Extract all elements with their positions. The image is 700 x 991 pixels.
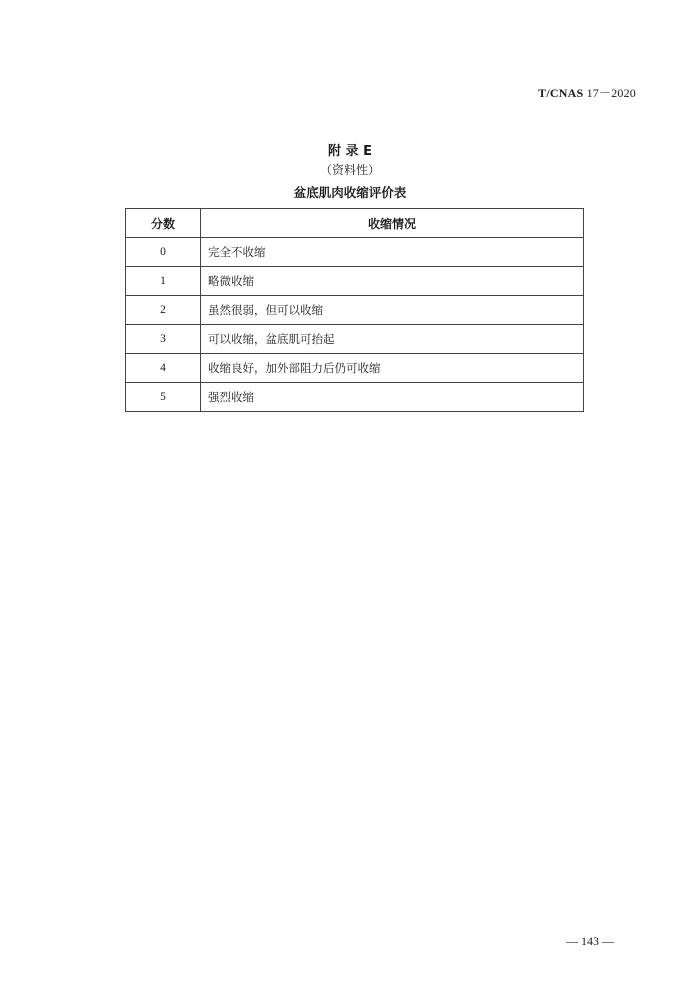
score-cell: 5 bbox=[126, 383, 201, 412]
description-cell: 收缩良好，加外部阻力后仍可收缩 bbox=[201, 354, 584, 383]
description-cell: 可以收缩，盆底肌可抬起 bbox=[201, 325, 584, 354]
table-caption: 盆底肌肉收缩评价表 bbox=[293, 185, 407, 200]
table-header-row bbox=[126, 209, 584, 238]
table-row bbox=[126, 296, 584, 325]
table-row bbox=[126, 267, 584, 296]
appendix-title: 附 录 E bbox=[328, 144, 372, 159]
description-cell: 略微收缩 bbox=[201, 267, 584, 296]
score-cell: 4 bbox=[126, 354, 201, 383]
table-row bbox=[126, 238, 584, 267]
pelvic-floor-score-table bbox=[125, 208, 584, 412]
standard-code-number: 17－2020 bbox=[586, 86, 636, 100]
page-number: — 143 — bbox=[566, 934, 614, 948]
score-cell: 0 bbox=[126, 238, 201, 267]
header-score: 分数 bbox=[126, 209, 201, 238]
header-description: 收缩情况 bbox=[201, 209, 584, 238]
table-row bbox=[126, 354, 584, 383]
table-row bbox=[126, 325, 584, 354]
score-cell: 2 bbox=[126, 296, 201, 325]
appendix-nature: （资料性） bbox=[319, 163, 380, 177]
description-cell: 虽然很弱，但可以收缩 bbox=[201, 296, 584, 325]
standard-code-prefix: T/CNAS bbox=[538, 86, 584, 100]
description-cell: 完全不收缩 bbox=[201, 238, 584, 267]
table-row bbox=[126, 383, 584, 412]
score-cell: 3 bbox=[126, 325, 201, 354]
description-cell: 强烈收缩 bbox=[201, 383, 584, 412]
standard-code bbox=[538, 84, 636, 101]
score-cell: 1 bbox=[126, 267, 201, 296]
